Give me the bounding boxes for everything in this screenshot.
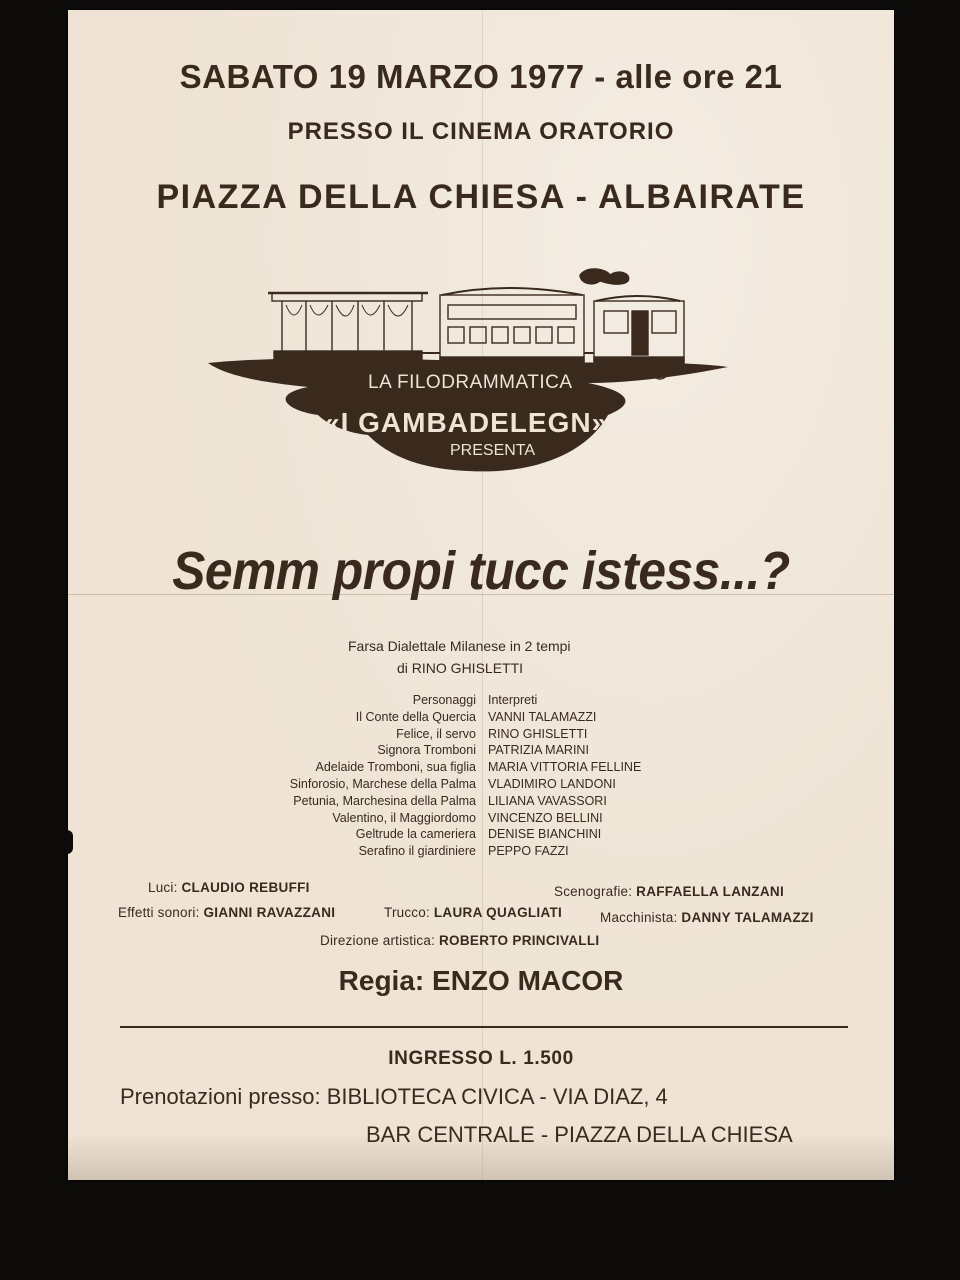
credit-value: ROBERTO PRINCIVALLI [439, 933, 600, 948]
credit-label: Macchinista: [600, 910, 678, 925]
poster-sheet [68, 10, 894, 1180]
cast-actor: VLADIMIRO LANDONI [488, 776, 616, 791]
cast-header-actor: Interpreti [488, 693, 538, 707]
cast-role: Il Conte della Quercia [355, 709, 476, 724]
credit-label: Trucco: [384, 905, 430, 920]
booking-location-1: BIBLIOTECA CIVICA - VIA DIAZ, 4 [326, 1084, 668, 1109]
director-label: Regia: [338, 965, 425, 996]
credit-value: RAFFAELLA LANZANI [636, 884, 784, 899]
cast-row [208, 742, 768, 759]
credit-value: GIANNI RAVAZZANI [203, 905, 336, 920]
cast-row [208, 759, 768, 776]
venue-line: PRESSO IL CINEMA ORATORIO [287, 118, 675, 145]
cast-role: Serafino il giardiniere [358, 844, 476, 859]
booking-line-1 [120, 1084, 668, 1110]
cast-row [208, 843, 768, 860]
cast-actor: RINO GHISLETTI [488, 726, 588, 741]
credit-macchinista [600, 910, 814, 925]
cast-actor: PEPPO FAZZI [488, 844, 569, 859]
place-line: PIAZZA DELLA CHIESA - ALBAIRATE [156, 178, 806, 216]
credit-direzione [320, 933, 599, 948]
cast-row [208, 709, 768, 726]
company-presents: PRESENTA [450, 442, 536, 459]
credit-value: CLAUDIO REBUFFI [181, 880, 310, 895]
divider-rule [120, 1026, 848, 1028]
cast-actor: DENISE BIANCHINI [488, 827, 602, 842]
cast-actor: MARIA VITTORIA FELLINE [488, 760, 642, 775]
cast-header-row [208, 692, 768, 709]
credit-value: DANNY TALAMAZZI [681, 910, 814, 925]
credit-effetti [118, 905, 335, 920]
event-date-line: SABATO 19 MARZO 1977 - alle ore 21 [179, 58, 783, 95]
company-name-line1: LA FILODRAMMATICA [368, 372, 573, 393]
company-name-line2: «I GAMBADELEGN» [324, 407, 609, 438]
cast-role: Felice, il servo [396, 726, 476, 741]
cast-list [208, 692, 768, 860]
cast-role: Petunia, Marchesina della Palma [293, 793, 476, 808]
cast-header-role: Personaggi [412, 693, 476, 707]
play-author: di RINO GHISLETTI [397, 660, 524, 676]
booking-location-2: BAR CENTRALE - PIAZZA DELLA CHIESA [366, 1122, 793, 1147]
credit-scenografie [554, 884, 784, 899]
cast-actor: PATRIZIA MARINI [488, 743, 589, 758]
credit-label: Direzione artistica: [320, 933, 436, 948]
credit-value: LAURA QUAGLIATI [433, 905, 563, 920]
cast-row [208, 793, 768, 810]
cast-row [208, 726, 768, 743]
cast-actor: VANNI TALAMAZZI [488, 709, 597, 724]
cast-row [208, 810, 768, 827]
credit-label: Scenografie: [554, 884, 633, 899]
cast-actor: LILIANA VAVASSORI [488, 793, 607, 808]
cast-actor: VINCENZO BELLINI [488, 810, 603, 825]
cast-role: Adelaide Tromboni, sua figlia [315, 760, 476, 775]
director-name: ENZO MACOR [432, 965, 624, 996]
cast-row [208, 776, 768, 793]
director-credit [68, 965, 894, 997]
play-title: Semm propi tucc istess...? [172, 541, 790, 601]
credit-label: Effetti sonori: [118, 905, 200, 920]
cast-row [208, 826, 768, 843]
credit-luci [148, 880, 310, 895]
cast-role: Valentino, il Maggiordomo [332, 810, 476, 825]
credit-trucco [384, 905, 562, 920]
credit-label: Luci: [148, 880, 178, 895]
cast-role: Signora Tromboni [377, 743, 476, 758]
booking-label: Prenotazioni presso: [120, 1084, 321, 1109]
admission-price: INGRESSO L. 1.500 [388, 1048, 574, 1069]
play-subtitle: Farsa Dialettale Milanese in 2 tempi [348, 638, 571, 654]
cast-role: Sinforosio, Marchese della Palma [289, 776, 476, 791]
cast-role: Geltrude la cameriera [355, 827, 476, 842]
torn-edge [65, 830, 73, 854]
